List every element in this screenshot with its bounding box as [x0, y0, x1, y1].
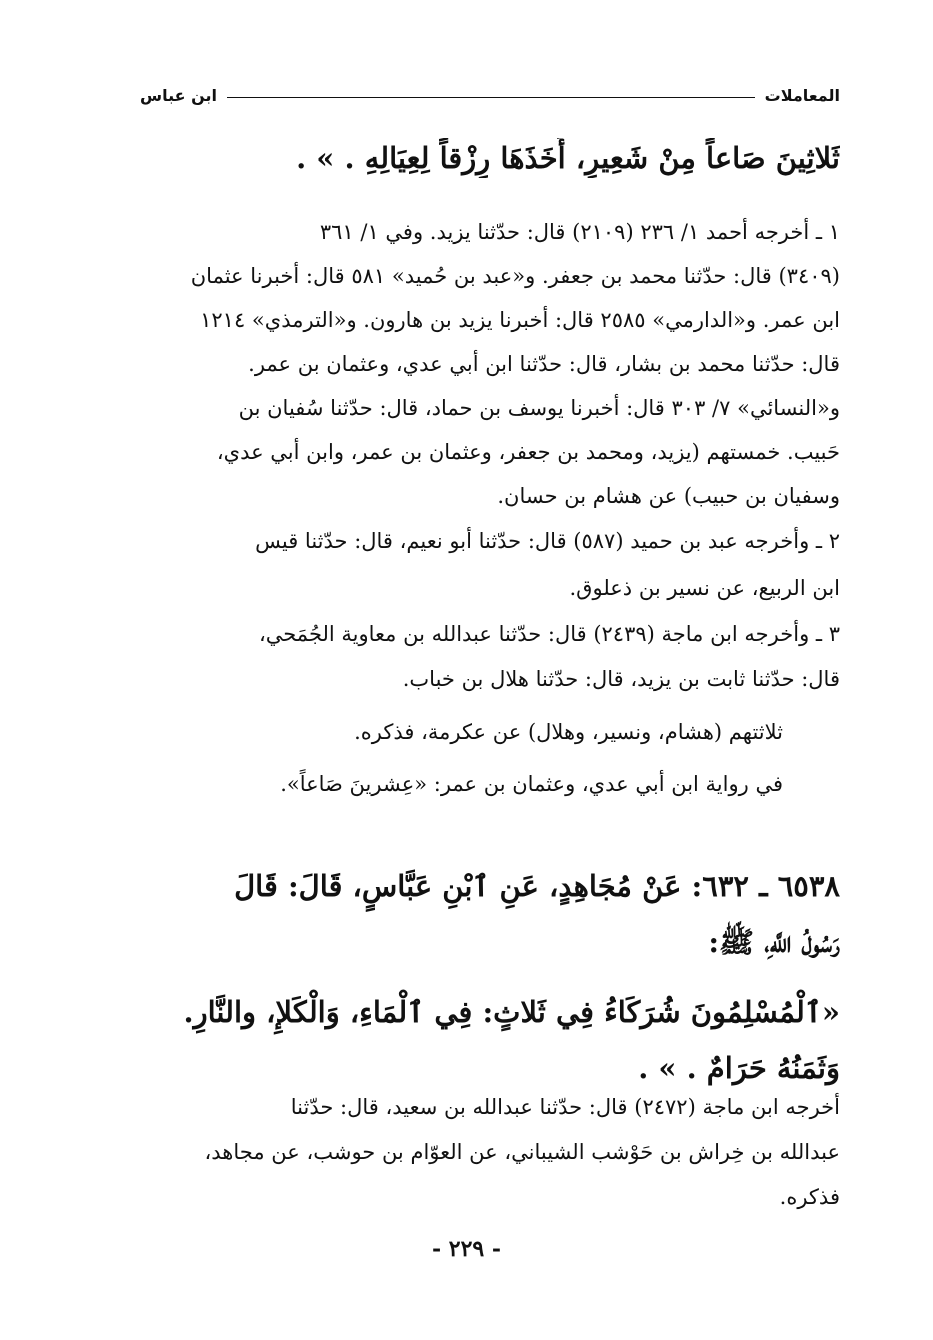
text-line: عبدالله بن خِراش بن حَوْشب الشيباني، عن العوّام بن حوشب، عن مجاهد،: [204, 1140, 840, 1164]
takhrij-note-2: [140, 518, 840, 612]
text-line: فذكره.: [779, 1185, 840, 1209]
hadith-6538: [140, 858, 840, 1096]
text-line: وسفيان بن حبيب) عن هشام بن حسان.: [497, 484, 840, 508]
text-line: حَبيب. خمستهم (يزيد، ومحمد بن جعفر، وعثمان بن عمر، وابن أبي عدي،: [216, 440, 840, 464]
page-number: - ٢٢٩ -: [431, 1236, 502, 1262]
text-line: أخرجه ابن ماجة (٢٤٧٢) قال: حدّثنا عبدالله بن سعيد، قال: حدّثنا: [290, 1095, 840, 1119]
text-line: ٣ ـ وأخرجه ابن ماجة (٢٤٣٩) قال: حدّثنا عبدالله بن معاوية الجُمَحي،: [258, 622, 840, 646]
text-line: ابن عمر. و«الدارمي» ٢٥٨٥ قال: أخبرنا يزيد بن هارون. و«الترمذي» ١٢١٤: [200, 308, 840, 332]
text-line: ابن الربيع، عن نسير بن ذعلوق.: [569, 576, 840, 600]
text-line: ٢ ـ وأخرجه عبد بن حميد (٥٨٧) قال: حدّثنا أبو نعيم، قال: حدّثنا قيس: [255, 529, 840, 553]
hadith-matn-line: وَثَمَنُهُ حَرَامٌ . » .: [638, 1051, 840, 1085]
text-line: قال: حدّثنا محمد بن بشار، قال: حدّثنا ابن أبي عدي، وعثمان بن عمر.: [248, 352, 840, 376]
text-line: ثَلاثِينَ صَاعاً مِنْ شَعِيرٍ، أَخَذَهَا رِزْقاً لِعِيَالِهِ . » .: [296, 141, 840, 175]
takhrij-note-1: [140, 210, 840, 518]
text-line: ١ ـ أخرجه أحمد ١/ ٢٣٦ (٢١٠٩) قال: حدّثنا يزيد. وفي ١/ ٣٦١: [319, 220, 840, 244]
hadith-continuation: [140, 138, 840, 178]
text-line: و«النسائي» ٧/ ٣٠٣ قال: أخبرنا يوسف بن حماد، قال: حدّثنا سُفيان بن: [238, 396, 840, 420]
summary-line: [143, 712, 783, 752]
running-header: [140, 82, 840, 108]
text-line: ثلاثتهم (هشام، ونسير، وهلال) عن عكرمة، فذكره.: [354, 720, 783, 744]
takhrij-note-3: [140, 612, 840, 702]
text-line: (٣٤٠٩) قال: حدّثنا محمد بن جعفر. و«عبد بن حُميد» ٥٨١ قال: أخبرنا عثمان: [190, 264, 840, 288]
hadith-isnad-line: ٦٥٣٨ ـ ٦٣٢: عَنْ مُجَاهِدٍ، عَنِ ٱبْنِ عَبَّاسٍ، قَالَ: قَالَ: [234, 869, 840, 903]
hadith-matn-line: «ٱلْمُسْلِمُونَ شُرَكَاءُ فِي ثَلاثٍ: فِي ٱلْمَاءِ، وَالْكَلإِ، والنَّارِ.: [183, 995, 840, 1029]
variant-note: [143, 764, 783, 804]
header-companion-name: ابن عباس: [140, 85, 218, 105]
text-line: في رواية ابن أبي عدي، وعثمان بن عمر: «عِشرينَ صَاعاً».: [280, 772, 783, 796]
hadith-isnad-line: رَسُولُ اللَّهِ، ﷺ:: [708, 925, 840, 959]
text-line: قال: حدّثنا ثابت بن يزيد، قال: حدّثنا هلال بن خباب.: [402, 667, 840, 691]
header-chapter-title: المعاملات: [764, 85, 840, 105]
header-rule: [227, 97, 755, 98]
takhrij-6538: [140, 1085, 840, 1220]
